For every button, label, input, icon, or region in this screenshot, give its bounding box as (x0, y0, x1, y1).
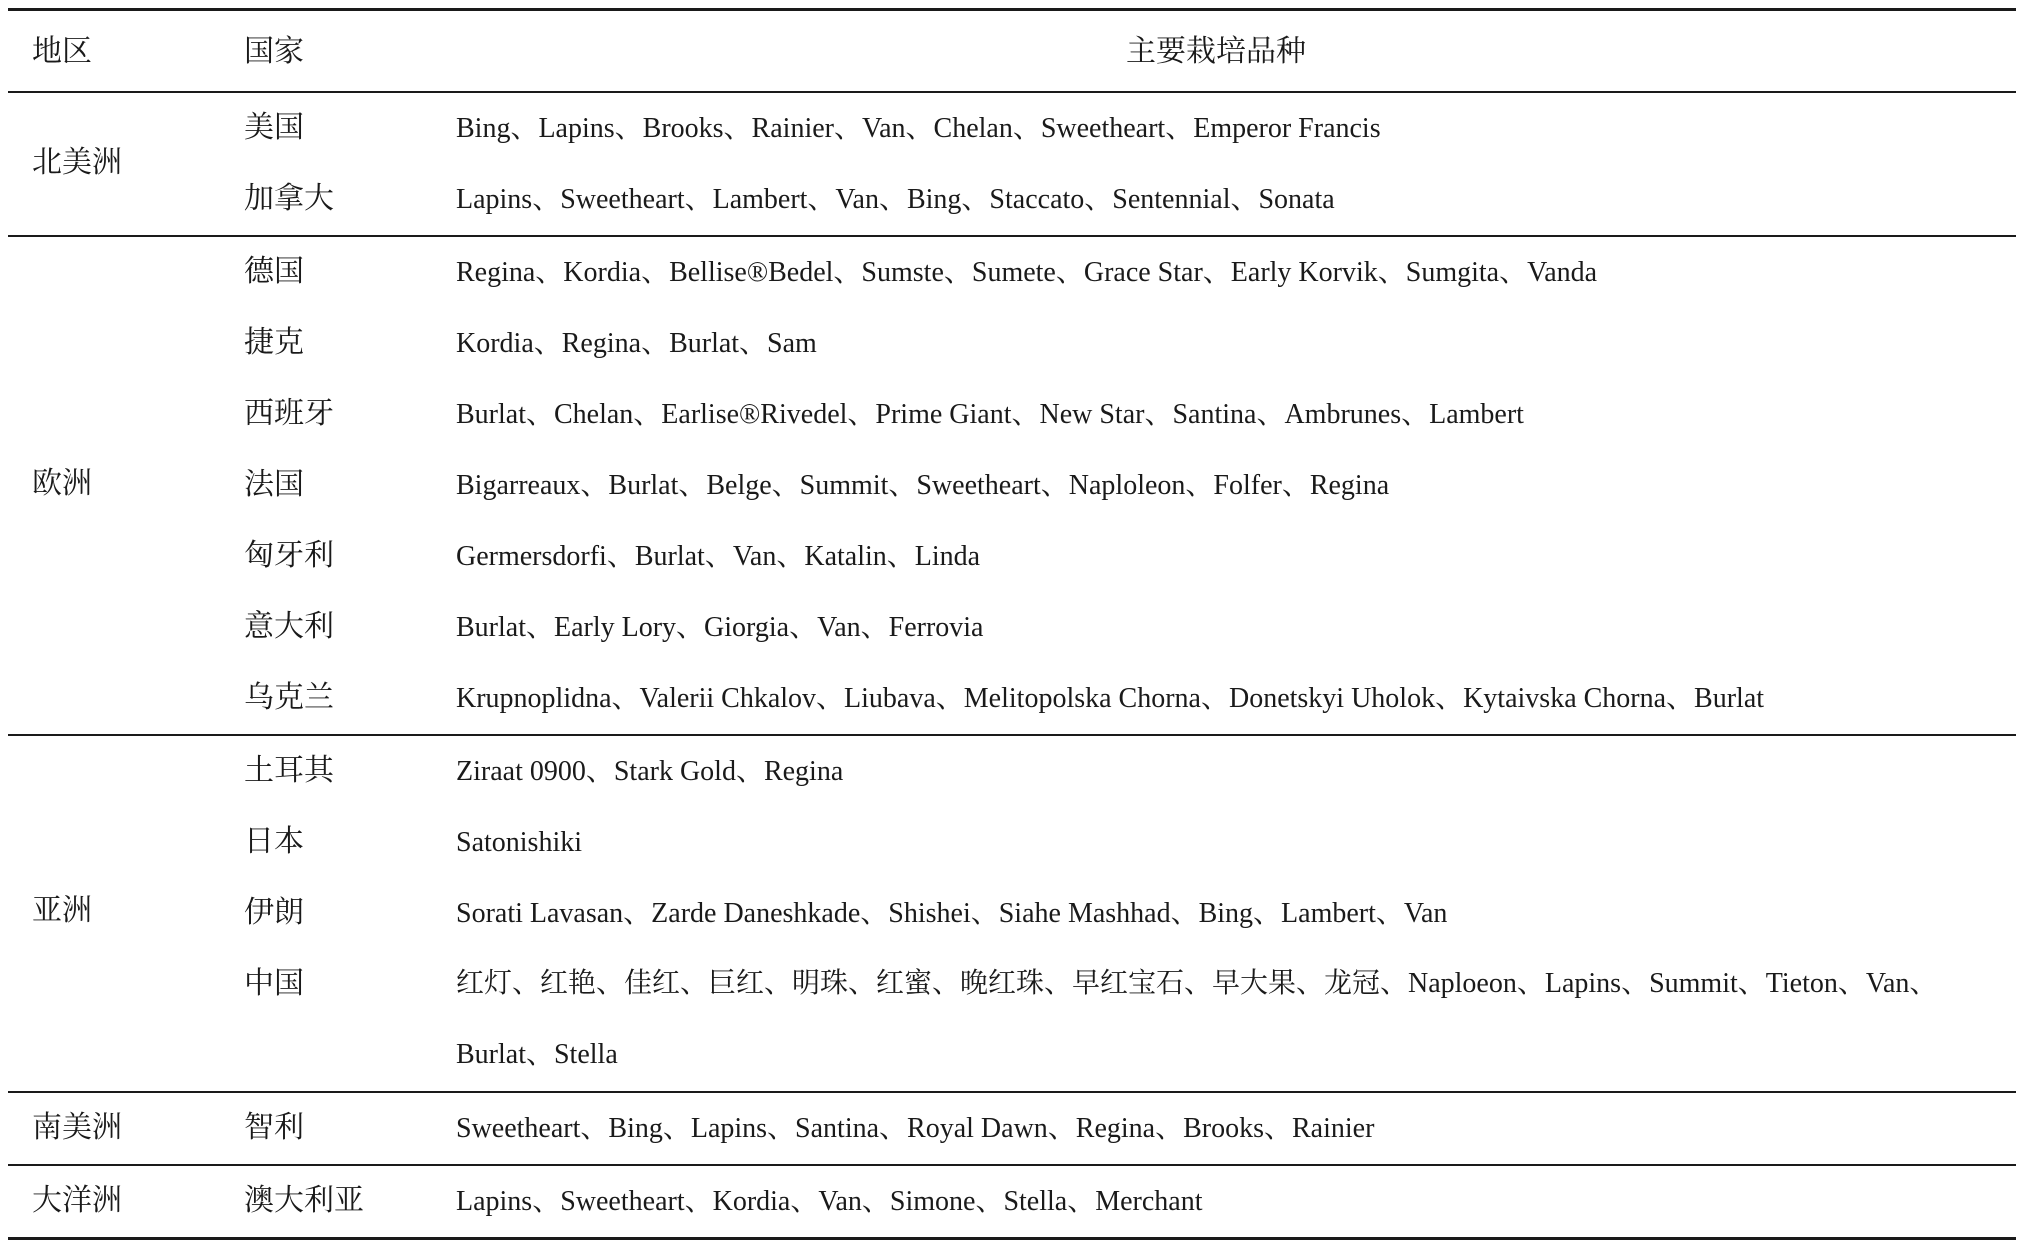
header-varieties: 主要栽培品种 (1126, 34, 1306, 69)
varieties-cell: Germersdorfi、Burlat、Van、Katalin、Linda (456, 541, 981, 572)
country-cell: 德国 (244, 254, 304, 289)
region-group-north-america (8, 93, 2016, 235)
cultivar-table (8, 8, 2016, 1240)
country-cell: 法国 (244, 467, 304, 502)
varieties-cell: Ziraat 0900、Stark Gold、Regina (456, 756, 844, 787)
varieties-cell: 红灯、红艳、佳红、巨红、明珠、红蜜、晚红珠、早红宝石、早大果、龙冠、Naploeon、Lapins、Summit、Tieton、Van、Burlat、Stella (456, 968, 1938, 1070)
country-cell: 伊朗 (244, 895, 304, 930)
varieties-cell: Burlat、Early Lory、Giorgia、Van、Ferrovia (456, 612, 984, 643)
table-row (8, 379, 2016, 450)
country-cell: 日本 (244, 824, 304, 859)
varieties-cell: Burlat、Chelan、Earlise®Rivedel、Prime Giant、New Star、Santina、Ambrunes、Lambert (456, 399, 1524, 430)
country-cell: 中国 (244, 966, 304, 1001)
table-row (8, 592, 2016, 663)
varieties-cell: Bing、Lapins、Brooks、Rainier、Van、Chelan、Sweetheart、Emperor Francis (456, 113, 1381, 144)
country-cell: 捷克 (244, 325, 304, 360)
table-row (8, 93, 2016, 164)
table-row (8, 736, 2016, 807)
varieties-cell: Bigarreaux、Burlat、Belge、Summit、Sweetheart、Naploleon、Folfer、Regina (456, 470, 1390, 501)
table-row (8, 807, 2016, 878)
header-region: 地区 (32, 34, 92, 69)
region-group-south-america (8, 1093, 2016, 1164)
table-header-row (8, 11, 2016, 91)
region-label: 北美洲 (32, 145, 122, 180)
varieties-cell: Kordia、Regina、Burlat、Sam (456, 328, 817, 359)
country-cell: 匈牙利 (244, 538, 334, 573)
table-row (8, 521, 2016, 592)
varieties-cell: Sorati Lavasan、Zarde Daneshkade、Shishei、Siahe Mashhad、Bing、Lambert、Van (456, 898, 1448, 929)
region-label: 南美洲 (32, 1110, 122, 1145)
varieties-cell: Lapins、Sweetheart、Kordia、Van、Simone、Stella、Merchant (456, 1186, 1203, 1217)
country-cell: 乌克兰 (244, 680, 334, 715)
region-group-asia (8, 736, 2016, 1091)
table-row (8, 1093, 2016, 1164)
table-row (8, 949, 2016, 1091)
table-row (8, 164, 2016, 235)
region-group-oceania (8, 1166, 2016, 1237)
table-row (8, 663, 2016, 734)
country-cell: 加拿大 (244, 181, 334, 216)
region-group-europe (8, 237, 2016, 734)
varieties-cell: Sweetheart、Bing、Lapins、Santina、Royal Dawn、Regina、Brooks、Rainier (456, 1113, 1375, 1144)
region-label: 欧洲 (32, 466, 92, 501)
table-row (8, 878, 2016, 949)
region-label: 大洋洲 (32, 1183, 122, 1218)
varieties-cell: Regina、Kordia、Bellise®Bedel、Sumste、Sumete、Grace Star、Early Korvik、Sumgita、Vanda (456, 257, 1598, 288)
varieties-cell: Krupnoplidna、Valerii Chkalov、Liubava、Melitopolska Chorna、Donetskyi Uholok、Kytaivska Chorna、Burlat (456, 683, 1765, 714)
region-label: 亚洲 (32, 893, 92, 928)
table-row (8, 237, 2016, 308)
table-row (8, 308, 2016, 379)
header-country: 国家 (244, 34, 304, 69)
country-cell: 西班牙 (244, 396, 334, 431)
varieties-cell: Lapins、Sweetheart、Lambert、Van、Bing、Staccato、Sentennial、Sonata (456, 184, 1335, 215)
country-cell: 美国 (244, 110, 304, 145)
table-row (8, 1166, 2016, 1237)
country-cell: 智利 (244, 1110, 304, 1145)
table-row (8, 450, 2016, 521)
varieties-cell: Satonishiki (456, 827, 583, 858)
country-cell: 澳大利亚 (244, 1183, 364, 1218)
country-cell: 意大利 (244, 609, 334, 644)
country-cell: 土耳其 (244, 753, 334, 788)
